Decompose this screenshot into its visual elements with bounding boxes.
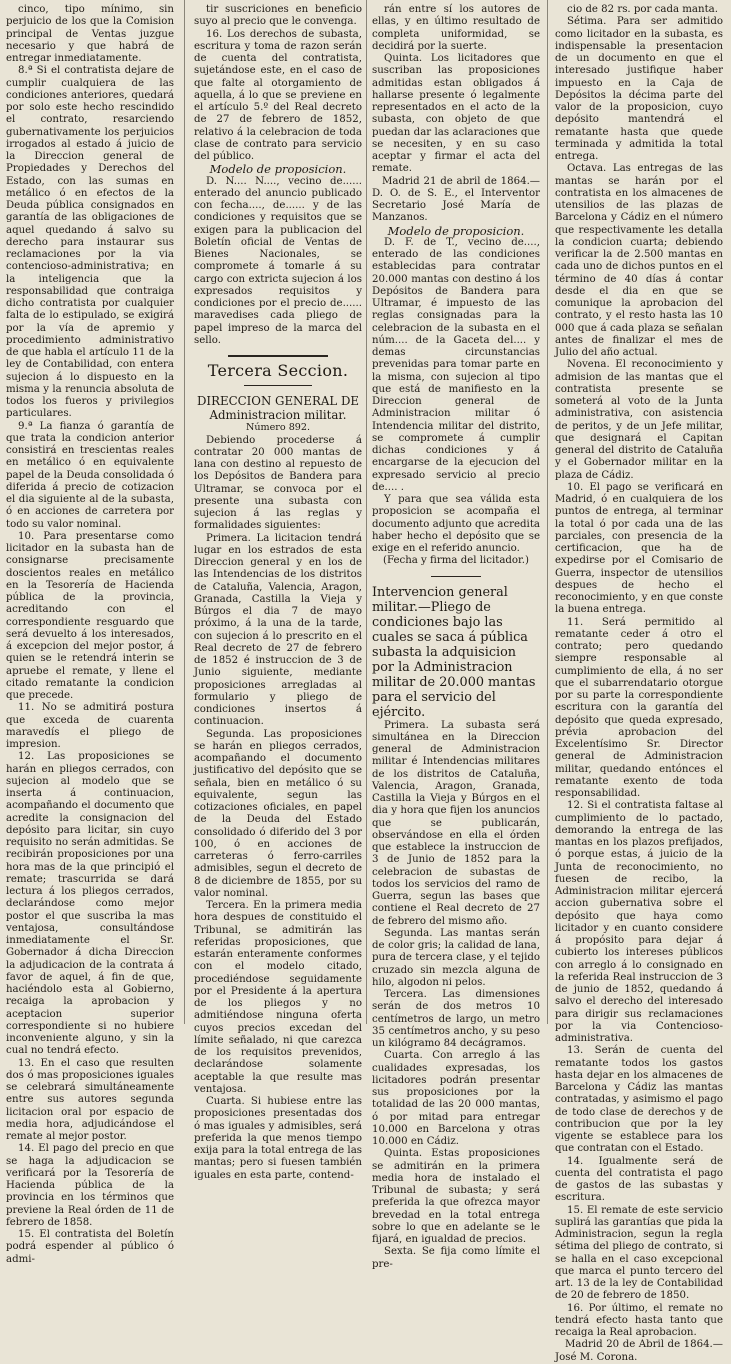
- paragraph: Quinta. Los licitadores que suscriban las proposiciones admitidas estan obligados á hallarse presente ó legalmente representados en el acto de la subasta, con objeto de que puedan dar las aclaraciones que se necesiten, y en su caso aceptar y firmar el acta del remate.: [372, 53, 540, 175]
- paragraph: 16. Los derechos de subasta, escritura y toma de razon serán de cuenta del contratista, sujetándose este, en el caso de que falte al otorgamiento de aquella, á lo que se previene en el artículo 5.º del Real decreto de 27 de febrero de 1852, relativo á la celebracion de toda clase de contrato para servicio del público.: [194, 28, 362, 162]
- paragraph: 15. El contratista del Boletín podrá espender al público ó admi-: [6, 1229, 174, 1265]
- column-2: [194, 4, 362, 1181]
- signature-line: Madrid 20 de Abril de 1864.—José M. Corona.: [555, 1339, 723, 1363]
- paragraph: tir suscriciones en beneficio suyo al precio que le convenga.: [194, 4, 362, 28]
- paragraph: cinco, tipo mínimo, sin perjuicio de los que la Comision principal de Ventas juzgue necesario y que habrá de entregar inmediatamente.: [6, 4, 174, 64]
- model-text: D. N.... N...., vecino de...... enterado del anuncio publicado con fecha...., de...... y de las condiciones y requisitos que se exigen para la publicacion del Boletín oficial de Ventas de Bienes Nacionales, se compromete á tomarle á su cargo con extricta sujecion á los expresados requisitos y condiciones por el precio de...... maravedises cada pliego de papel impreso de la marca del sello.: [194, 175, 362, 346]
- section-rule: [431, 576, 481, 577]
- paragraph: 10. El pago se verificará en Madrid, ó en cualquiera de los puntos de entrega, al terminar la total ó por cada una de las parciales, con presencia de la certificacion, que ha de expedirse por el Comisario de Guerra, inspector de utensilios despues de hecho el reconocimiento, y en que conste la buena entrega.: [555, 481, 723, 616]
- model-heading: Modelo de proposicion.: [209, 162, 347, 177]
- paragraph: Debiendo procederse á contratar 20 000 mantas de lana con destino al repuesto de los Depósitos de Bandera para Ultramar, se convoca por el presente una subasta con sujecion á las reglas y formalidades siguientes:: [194, 434, 362, 532]
- department-subtitle: Administracion militar.: [209, 408, 347, 423]
- paragraph: rán entre sí los autores de ellas, y en último resultado de completa uniformidad, se decidirá por la suerte.: [372, 4, 540, 52]
- paragraph: Cuarta. Si hubiese entre las proposiciones presentadas dos ó mas iguales y admisibles, será preferida la que menos tiempo exija para la total entrega de las mantas; pero si fuesen también iguales en esta parte, contend-: [194, 1096, 362, 1181]
- paragraph: 10. Para presentarse como licitador en la subasta han de consignarse precisamente doscientos reales en metálico en la Tesorería de Hacienda pública de la provincia, acreditando con el correspondiente resguardo que será devuelto á los interesados, á excepcion del mejor postor, á quien se le retendrá interin se apruebe el remate, y llene el citado rematante la condicion que precede.: [6, 530, 174, 701]
- model-text: Y para que sea válida esta proposicion se acompaña el documento adjunto que acredita haber hecho el depósito que se exige en el referido anuncio.: [372, 494, 540, 554]
- signature-line: Madrid 21 de abril de 1864.—D. O. de S. E., el Interventor Secretario José María de Manzanos.: [372, 175, 540, 224]
- paragraph: 13. Serán de cuenta del rematante todos los gastos hasta dejar en los almacenes de Barcelona y Cádiz las mantas contratadas, y asimismo el pago de todo clase de derechos y de contribucion que por la ley vigente se establece para los que contratan con el Estado.: [555, 1045, 723, 1155]
- model-heading: Modelo de proposicion.: [387, 223, 525, 238]
- paragraph: 16. Por último, el remate no tendrá efecto hasta tanto que recaiga la Real aprobacion.: [555, 1302, 723, 1338]
- paragraph: 11. No se admitirá postura que exceda de cuarenta maravedís el pliego de impresion.: [6, 702, 174, 750]
- paragraph: Segunda. Las mantas serán de color gris; la calidad de lana, pura de tercera clase, y el tejido cruzado sin mezcla alguna de hilo, algodon ni pelos.: [372, 927, 540, 988]
- column-divider: [184, 0, 185, 1024]
- paragraph: 13. En el caso que resulten dos ó mas proposiciones iguales se celebrará simultáneamente entre sus autores segunda licitacion oral por espacio de media hora, adjudicándose el remate al mejor postor.: [6, 1057, 174, 1142]
- paragraph: Sexta. Se fija como límite el pre-: [372, 1246, 540, 1270]
- column-divider: [366, 0, 367, 1024]
- section-title: Tercera Seccion.: [207, 361, 349, 380]
- paragraph: 11. Será permitido al rematante ceder á otro el contrato; pero quedando siempre responsable al cumplimiento de ella, á no ser que el subarrendatario otorgue por su parte la correspondiente escritura con la garantía del depósito que queda expresado, prévia aprobacion del Excelentísimo Sr. Director general de Administracion militar, quedando entónces el rematante exento de toda responsabilidad.: [555, 616, 723, 799]
- column-4: [555, 4, 723, 1363]
- section-rule: [244, 385, 311, 386]
- signature-note: (Fecha y firma del licitador.): [382, 555, 530, 567]
- paragraph: Quinta. Estas proposiciones se admitirán en la primera media hora de instalado el Tribunal de subasta; y será preferida la que ofrezca mayor brevedad en la total entrega sobre lo que en adelante se le fijará, en igualdad de precios.: [372, 1148, 540, 1245]
- paragraph: Octava. Las entregas de las mantas se harán por el contratista en los almacenes de utensilios de las plazas de Barcelona y Cádiz en el número que respectivamente les detalla la condicion cuarta; debiendo verificar la de 2.500 mantas en cada uno de dichos puntos en el término de 40 días á contar desde el dia en que se comunique la aprobacion del contrato, y el resto hasta las 10 000 que á cada plaza se señalan antes de finalizar el mes de Julio del año actual.: [555, 163, 723, 358]
- paragraph: Tercera. En la primera media hora despues de constituido el Tribunal, se admitirán las referidas proposiciones, que estarán enteramente conformes con el modelo citado, procediéndose seguidamente por el Presidente á la apertura de los pliegos y no admitiéndose ninguna oferta cuyos precios excedan del límite señalado, ni que carezca de los requisitos prevenidos, declarándose solamente aceptable la que resulte mas ventajosa.: [194, 900, 362, 1095]
- column-divider: [547, 0, 548, 1024]
- paragraph: 14. Igualmente será de cuenta del contratista el pago de gastos de las subastas y escritura.: [555, 1155, 723, 1204]
- paragraph: Sétima. Para ser admitido como licitador en la subasta, es indispensable la presentacion de un documento en que el interesado justifique haber impuesto en la Caja de Depósitos la décima parte del valor de la proposicion, cuyo depósito mantendrá el rematante hasta que quede terminada y admitida la total entrega.: [555, 16, 723, 162]
- column-3: [372, 4, 540, 1270]
- section-rule: [228, 355, 329, 357]
- paragraph: Segunda. Las proposiciones se harán en pliegos cerrados, acompañando el documento justificativo del depósito que se señala, bien en metálico ó su equivalente, segun las cotizaciones oficiales, en papel de la Deuda del Estado consolidado ó diferido del 3 por 100, ó en acciones de carreteras ó ferro-carriles admisibles, segun el decreto de 8 de diciembre de 1855, por su valor nominal.: [194, 728, 362, 899]
- paragraph: 15. El remate de este servicio suplirá las garantías que pida la Administracion, segun la regla sétima del pliego de contrato, si se halla en el caso excepcional que marca el punto tercero del art. 13 de la ley de Contabilidad de 20 de febrero de 1850.: [555, 1204, 723, 1302]
- paragraph: 8.ª Si el contratista dejare de cumplir cualquiera de las condiciones anteriores, quedará por solo este hecho rescindido el contrato, resarciendo gubernativamente los perjuicios irrogados al estado á juicio de la Direccion general de Propiedades y Derechos del Estado, con las sumas en metálico ó en efectos de la Deuda pública consignados en garantía de las obligaciones de aquel quedando á salvo su derecho para instaurar sus reclamaciones por la via contencioso-administrativa; en la inteligencia que la responsabilidad que contraiga dicho contratista por cualquier falta de lo estipulado, se exigirá por la vía de apremio y procedimiento administrativo de que habla el artículo 11 de la ley de Contabilidad, con entera sujecion á lo dispuesto en la misma y la renuncia absoluta de todos los fueros y privilegios particulares.: [6, 65, 174, 420]
- paragraph: Novena. El reconocimiento y admision de las mantas que el contratista presente se someterá al voto de la Junta administrativa, con asistencia de peritos, y de un Jefe militar, que designará el Capitan general del distrito de Cataluña y el Gobernador militar en la plaza de Cádiz.: [555, 359, 723, 481]
- column-1: [6, 4, 174, 1265]
- department-title: DIRECCION GENERAL DE: [196, 394, 360, 409]
- model-text: D. F. de T., vecino de...., enterado de las condiciones establecidas para contratar 20.000 mantas con destino á los Depósitos de Bandera para Ultramar, é impuesto de las reglas consignadas para la celebracion de la subasta en el núm.... de la Gaceta del.... y demas circunstancias prevenidas para tomar parte en la misma, con sujecion al tipo que está de manifiesto en la Direccion general de Administracion militar ó Intendencia militar del distrito, se compromete á cumplir dichas condiciones y á encargarse de la ejecucion del expresado servicio al precio de.... .: [372, 236, 540, 493]
- paragraph: Primera. La licitacion tendrá lugar en los estrados de esta Direccion general y en los de las Intendencias de los distritos de Cataluña, Valencia, Aragon, Granada, Castilla la Vieja y Búrgos el dia 7 de mayo próximo, á la una de la tarde, con sujecion á lo prescrito en el Real decreto de 27 de febrero de 1852 é instruccion de 3 de Junio siguiente, mediante proposiciones arregladas al formulario y pliego de condiciones insertos á continuacion.: [194, 532, 362, 728]
- paragraph: Primera. La subasta será simultánea en la Direccion general de Administracion militar é Intendencias militares de los distritos de Cataluña, Valencia, Aragon, Granada, Castilla la Vieja y Búrgos en el dia y hora que fijen los anuncios que se publicarán, observándose en ella el órden que establece la instruccion de 3 de Junio de 1852 para la celebracion de subastas de todos los servicios del ramo de Guerra, segun las bases que contiene el Real decreto de 27 de febrero del mismo año.: [372, 719, 540, 927]
- paragraph: Tercera. Las dimensiones serán de dos metros 10 centímetros de largo, un metro 35 centímetros ancho, y su peso un kilógramo 84 decágramos.: [372, 989, 540, 1049]
- paragraph: Cuarta. Con arreglo á las cualidades expresadas, los licitadores podrán presentar sus proposiciones por la totalidad de las 20 000 mantas, ó por mitad para entregar 10.000 en Barcelona y otras 10.000 en Cádiz.: [372, 1050, 540, 1147]
- paragraph: 12. Si el contratista faltase al cumplimiento de lo pactado, demorando la entrega de las mantas en los plazos prefijados, ó porque estas, á juicio de la Junta de reconocimiento, no fuesen de recibo, la Administracion militar ejercerá accion gubernativa sobre el depósito que haya como licitador y en cuanto considere á propósito para dejar á cubierto los intereses públicos con arreglo á lo consignado en la referida Real instruccion de 3 de junio de 1852, quedando á salvo el derecho del interesado para dirigir sus reclamaciones por la via Contencioso-administrativa.: [555, 800, 723, 1044]
- paragraph: 12. Las proposiciones se harán en pliegos cerrados, con sujecion al modelo que se inserta á continuacion, acompañando el documento que acredite la consignacion del depósito para licitar, sin cuyo requisito no serán admitidas. Se recibirán proposiciones por una hora mas de la que principió el remate; trascurrida se dará lectura á los pliegos cerrados, declarándose como mejor postor el que suscriba la mas ventajosa, consultándose inmediatamente el Sr. Gobernador á dicha Direccion la adjudicacion de la contrata á favor de aquel, á fin de que, haciéndolo esta al Gobierno, recaiga la aprobacion y aceptacion superior correspondiente si no hubiere inconveniente alguno, y sin la cual no tendrá efecto.: [6, 751, 174, 1057]
- paragraph: 9.ª La fianza ó garantía de que trata la condicion anterior consistirá en trescientas reales en metálico ó en equivalente papel de la Deuda consolidada ó diferida á precio de cotizacion el dia siguiente al de la subasta, ó en acciones de carretera por todo su valor nominal.: [6, 420, 174, 530]
- notice-number: Número 892.: [245, 422, 311, 434]
- paragraph: cio de 82 rs. por cada manta.: [567, 4, 718, 15]
- notice-title: Intervencion general militar.—Pliego de condiciones bajo las cuales se saca á pública subasta la adquisicion por la Administracion militar de 20.000 mantas para el servicio del ejército.: [372, 584, 536, 720]
- paragraph: 14. El pago del precio en que se haga la adjudicacion se verificará por la Tesorería de Hacienda pública de la provincia en los términos que previene la Real órden de 11 de febrero de 1858.: [6, 1143, 174, 1228]
